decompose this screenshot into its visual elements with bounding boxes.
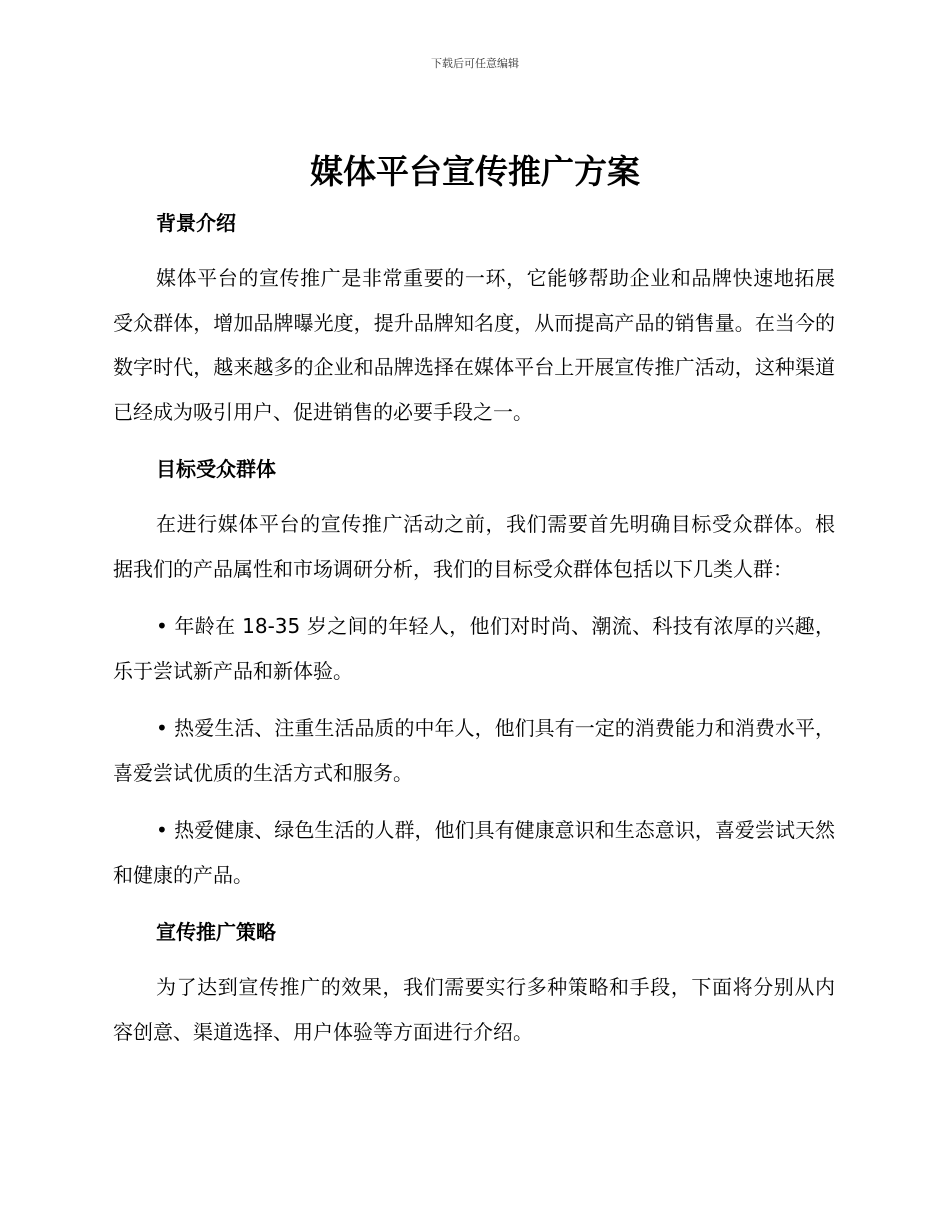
- header-note: 下载后可任意编辑: [431, 57, 519, 70]
- audience-bullet-young: • 年龄在 18-35 岁之间的年轻人，他们对时尚、潮流、科技有浓厚的兴趣，乐于尝试新产品和新体验。: [113, 614, 835, 683]
- document-body: [113, 203, 835, 1054]
- section-heading-audience: 目标受众群体: [156, 457, 276, 481]
- audience-intro-paragraph: 在进行媒体平台的宣传推广活动之前，我们需要首先明确目标受众群体。根据我们的产品属性和市场调研分析，我们的目标受众群体包括以下几类人群：: [113, 512, 835, 581]
- audience-bullet-health: • 热爱健康、绿色生活的人群，他们具有健康意识和生态意识，喜爱尝试天然和健康的产品。: [113, 818, 835, 887]
- background-paragraph: 媒体平台的宣传推广是非常重要的一环，它能够帮助企业和品牌快速地拓展受众群体，增加品牌曝光度，提升品牌知名度，从而提高产品的销售量。在当今的数字时代，越来越多的企业和品牌选择在媒体平台上开展宣传推广活动，这种渠道已经成为吸引用户、促进销售的必要手段之一。: [113, 266, 835, 424]
- section-heading-background: 背景介绍: [156, 211, 236, 235]
- document-title: 媒体平台宣传推广方案: [310, 152, 640, 191]
- section-heading-strategy: 宣传推广策略: [156, 920, 276, 944]
- strategy-paragraph: 为了达到宣传推广的效果，我们需要实行多种策略和手段，下面将分别从内容创意、渠道选择、用户体验等方面进行介绍。: [113, 975, 835, 1044]
- audience-bullet-middle-aged: • 热爱生活、注重生活品质的中年人，他们具有一定的消费能力和消费水平，喜爱尝试优质的生活方式和服务。: [113, 716, 835, 785]
